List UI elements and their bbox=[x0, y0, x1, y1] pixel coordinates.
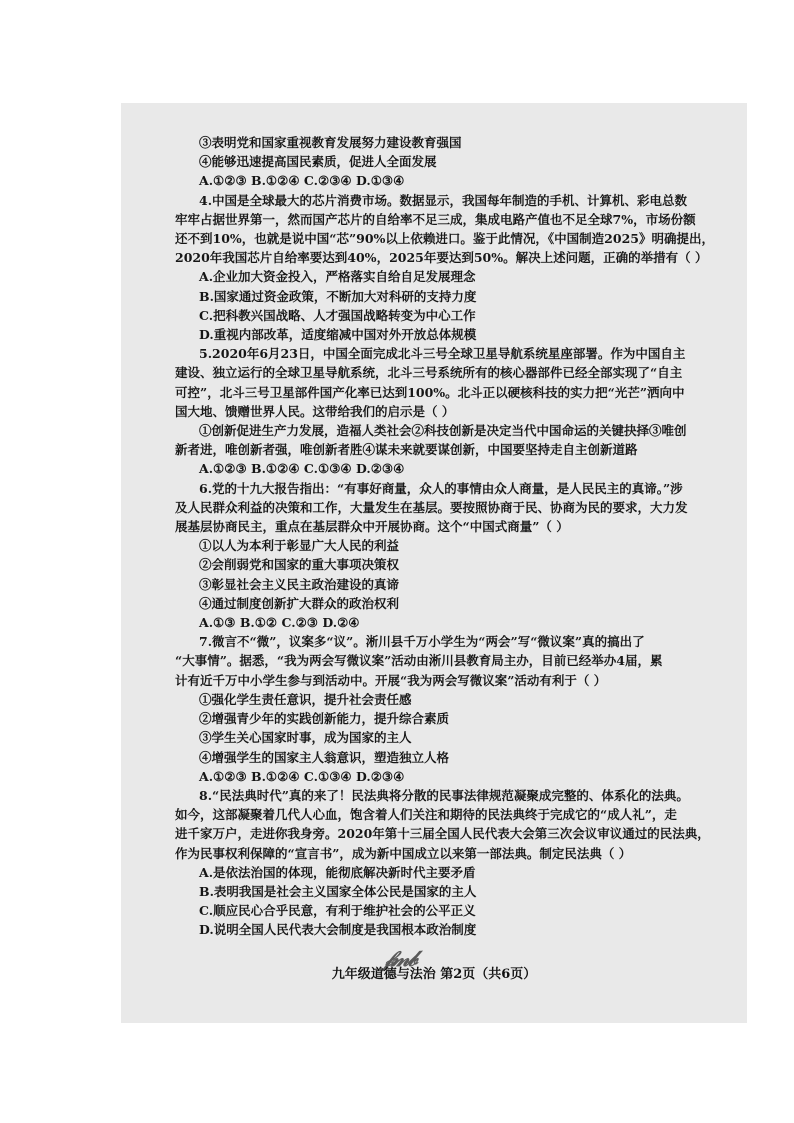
text-line: “大事情”。据悉，“我为两会写微议案”活动由淅川县教育局主办，目前已经举办4届，累 bbox=[175, 653, 663, 669]
answer-options: A.①③ B.①② C.②③ D.②④ bbox=[199, 615, 360, 631]
statement-4: ④增强学生的国家主人翁意识，塑造独立人格 bbox=[199, 749, 450, 765]
option-d: D.说明全国人民代表大会制度是我国根本政治制度 bbox=[199, 922, 477, 938]
option-a: A.企业加大资金投入，严格落实自给自足发展理念 bbox=[199, 269, 476, 285]
option-c: C.把科教兴国战略、人才强国战略转变为中心工作 bbox=[199, 307, 476, 323]
text-line: 还不到10%，也就是说中国“芯”90%以上依赖进口。鉴于此情况，《中国制造2025》明确提出， bbox=[175, 231, 714, 247]
text-line: 如今，这部凝聚着几代人心血，饱含着人们关注和期待的民法典终于完成它的“成人礼”，走 bbox=[175, 807, 677, 823]
text-line: 可控”，北斗三号卫星部件国产化率已达到100%。北斗正以硬核科技的实力把“光芒”洒向中 bbox=[175, 384, 685, 400]
option-b: B.国家通过资金政策，不断加大对科研的支持力度 bbox=[199, 288, 477, 304]
option-b: B.表明我国是社会主义国家全体公民是国家的主人 bbox=[199, 883, 477, 899]
text-line: 及人民群众利益的决策和工作，大量发生在基层。要按照协商于民、协商为民的要求，大力发 bbox=[175, 499, 688, 515]
text-line: 牢牢占据世界第一，然而国产芯片的自给率不足三成，集成电路产值也不足全球7%，市场份额 bbox=[175, 211, 696, 227]
statement-1: ①强化学生责任意识，提升社会责任感 bbox=[199, 691, 412, 707]
text-line: ④能够迅速提高国民素质，促进人全面发展 bbox=[199, 154, 437, 170]
statement-2: ②会削弱党和国家的重大事项决策权 bbox=[199, 557, 400, 573]
text-line: ③表明党和国家重视教育发展努力建设教育强国 bbox=[199, 135, 462, 150]
option-d: D.重视内部改革，适度缩减中国对外开放总体规模 bbox=[199, 327, 477, 343]
text-line: 新者进，唯创新者强，唯创新者胜④谋未来就要谋创新，中国要坚持走自主创新道路 bbox=[175, 442, 638, 458]
statement-3: ③学生关心国家时事，成为国家的主人 bbox=[199, 730, 412, 746]
text-line: 展基层协商民主，重点在基层群众中开展协商。这个“中国式商量”（ ） bbox=[175, 519, 569, 535]
page-content bbox=[175, 133, 735, 940]
text-line: 作为民事权利保障的“宣言书”，成为新中国成立以来第一部法典。制定民法典（ ） bbox=[175, 845, 632, 861]
text-line: 国大地、馈赠世界人民。这带给我们的启示是（ ） bbox=[175, 403, 455, 419]
statement-4: ④通过制度创新扩大群众的政治权利 bbox=[199, 595, 400, 611]
statement-2: ②增强青少年的实践创新能力，提升综合素质 bbox=[199, 711, 450, 727]
question-5-stem: 5.2020年6月23日，中国全面完成北斗三号全球卫星导航系统星座部署。作为中国自主 bbox=[199, 346, 686, 362]
text-line: ①创新促进生产力发展，造福人类社会②科技创新是决定当代中国命运的关键抉择③唯创 bbox=[199, 423, 687, 439]
option-c: C.顺应民心合乎民意，有利于维护社会的公平正义 bbox=[199, 903, 476, 919]
answer-options: A.①②③ B.①②④ C.①③④ D.②③④ bbox=[199, 461, 405, 477]
scanned-page bbox=[121, 103, 747, 1023]
text-line: 建设、独立运行的全球卫星导航系统，北斗三号系统所有的核心器部件已经全部实现了“自主 bbox=[175, 365, 683, 381]
question-4-stem: 4.中国是全球最大的芯片消费市场。数据显示，我国每年制造的手机、计算机、彩电总数 bbox=[199, 192, 688, 208]
text-line: 进千家万户，走进你我身旁。2020年第十三届全国人民代表大会第三次会议审议通过的民法典， bbox=[175, 826, 710, 842]
question-6-stem: 6.党的十九大报告指出：“有事好商量，众人的事情由众人商量，是人民民主的真谛。”涉 bbox=[199, 480, 683, 496]
text-line: 2020年我国芯片自给率要达到40%，2025年要达到50%。解决上述问题，正确的举措有（ ） bbox=[175, 250, 708, 266]
text-line: 计有近千万中小学生参与到活动中。开展“我为两会写微议案”活动有利于（ ） bbox=[175, 672, 607, 688]
page-footer: 九年级道德与法治 第2页（共6页） bbox=[331, 967, 537, 982]
statement-1: ①以人为本利于彰显广大人民的利益 bbox=[199, 538, 400, 554]
option-a: A.是依法治国的体现，能彻底解决新时代主要矛盾 bbox=[199, 864, 476, 880]
question-7-stem: 7.微言不“微”，议案多“议”。淅川县千万小学生为“两会”写“微议案”真的搞出了 bbox=[199, 634, 645, 650]
handwritten-mark: 𝒻𝓂𝒷 bbox=[383, 946, 415, 972]
answer-options: A.①②③ B.①②④ C.①③④ D.②③④ bbox=[199, 768, 405, 784]
statement-3: ③彰显社会主义民主政治建设的真谛 bbox=[199, 576, 400, 592]
answer-options: A.①②③ B.①②④ C.②③④ D.①③④ bbox=[199, 173, 405, 189]
question-8-stem: 8.“民法典时代”真的来了！民法典将分散的民事法律规范凝聚成完整的、体系化的法典。 bbox=[199, 787, 689, 803]
